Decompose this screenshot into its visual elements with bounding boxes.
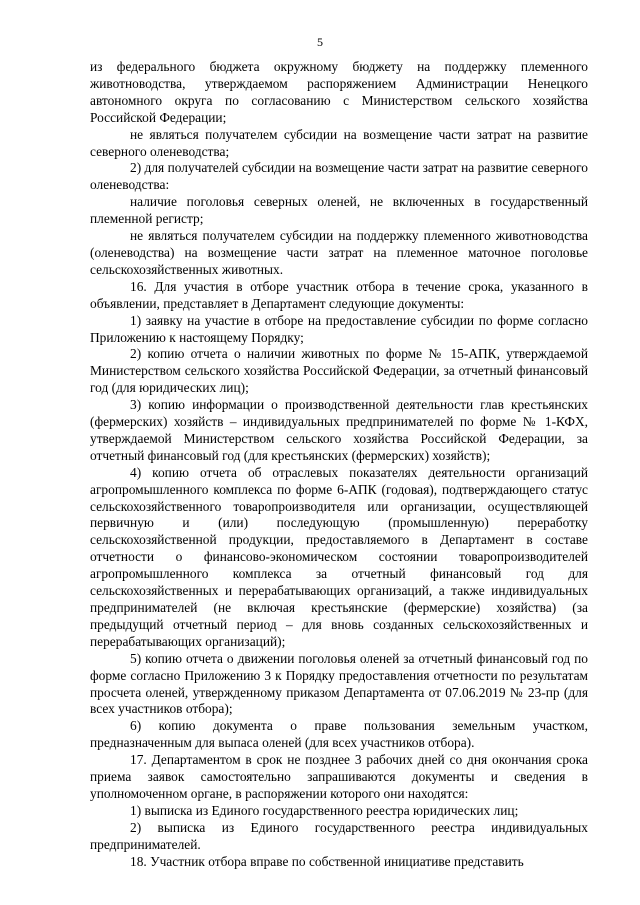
paragraph: 1) выписка из Единого государственного реестра юридических лиц;	[130, 802, 519, 818]
page-number: 5	[317, 35, 323, 49]
paragraph: 18. Участник отбора вправе по собственной инициативе представить	[130, 853, 524, 869]
paragraph: 5) копию отчета о движении поголовья оленей за отчетный финансовый год по форме согласно Приложению 3 к Порядку предоставления отчетности по результатам просчета оленей, утвержденному приказом Департамента от 07.06.2019 № 23-пр (для всех участников отбора);	[90, 650, 588, 717]
paragraph: 1) заявку на участие в отборе на предоставление субсидии по форме согласно Приложению к настоящему Порядку;	[90, 312, 588, 345]
document-body	[90, 59, 588, 871]
paragraph: 2) копию отчета о наличии животных по форме № 15-АПК, утверждаемой Министерством сельского хозяйства Российской Федерации, за отчетный финансовый год (для юридических лиц);	[90, 346, 588, 396]
paragraph: 2) выписка из Единого государственного реестра индивидуальных предпринимателей.	[90, 819, 588, 852]
paragraph: 6) копию документа о праве пользования земельным участком, предназначенным для выпаса оленей (для всех участников отбора).	[90, 718, 588, 751]
paragraph: 2) для получателей субсидии на возмещение части затрат на развитие северного оленеводства:	[90, 160, 588, 193]
paragraph: 16. Для участия в отборе участник отбора в течение срока, указанного в объявлении, представляет в Департамент следующие документы:	[90, 278, 588, 311]
paragraph: не являться получателем субсидии на поддержку племенного животноводства (оленеводства) на возмещение части затрат на племенное маточное поголовье сельскохозяйственных животных.	[90, 228, 588, 277]
paragraph: 4) копию отчета об отраслевых показателях деятельности организаций агропромышленного комплекса по форме 6-АПК (годовая), подтверждающего статус сельскохозяйственного товаропроизводителя или организации, осуществляющей первичную и (или) последующую (промышленную) переработку сельскохозяйственной продукции, предоставляемого в Департамент в составе отчетности о финансово-экономическом состоянии товаропроизводителей агропромышленного комплекса за отчетный финансовый год для сельскохозяйственных и перерабатывающих организаций, а также индивидуальных предпринимателей (не включая крестьянские (фермерские) хозяйства) (за предыдущий отчетный период – для вновь созданных сельскохозяйственных и перерабатывающих организаций);	[90, 464, 588, 649]
paragraph: наличие поголовья северных оленей, не включенных в государственный племенной регистр;	[90, 194, 588, 227]
paragraph: не являться получателем субсидии на возмещение части затрат на развитие северного оленеводства;	[90, 126, 588, 159]
paragraph: 17. Департаментом в срок не позднее 3 рабочих дней со дня окончания срока приема заявок самостоятельно запрашиваются документы и сведения в уполномоченном органе, в распоряжении которого они находятся:	[90, 752, 588, 801]
paragraph: из федерального бюджета окружному бюджету на поддержку племенного животноводства, утверждаемом распоряжением Администрации Ненецкого автономного округа по согласованию с Министерством сельского хозяйства Российской Федерации;	[90, 59, 588, 125]
paragraph: 3) копию информации о производственной деятельности глав крестьянских (фермерских) хозяйств – индивидуальных предпринимателей по форме № 1-КФХ, утверждаемой Министерством сельского хозяйства Российской Федерации, за отчетный финансовый год (для крестьянских (фермерских) хозяйств);	[90, 397, 588, 463]
